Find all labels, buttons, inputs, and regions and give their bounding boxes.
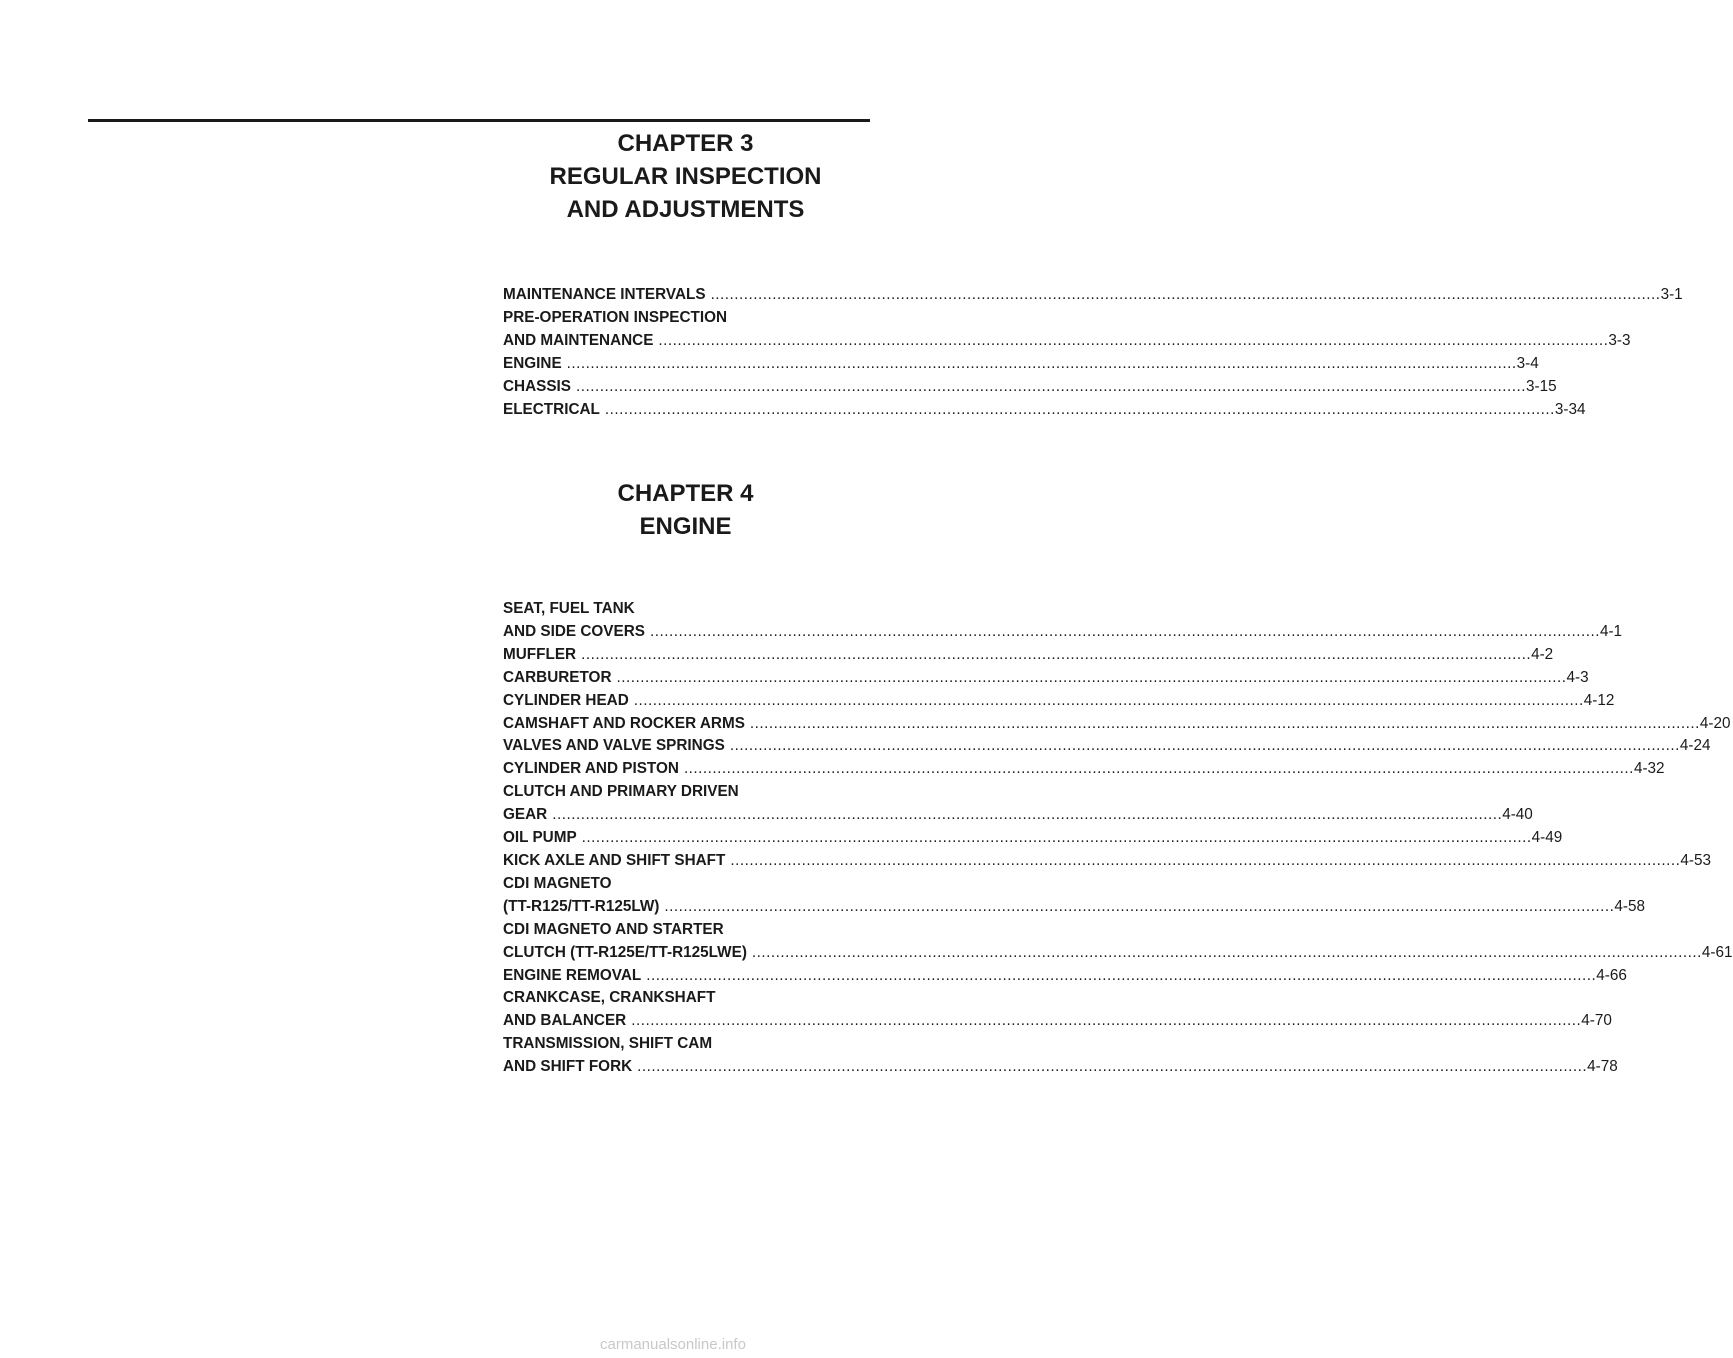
toc-page-number: 3-4 (1516, 354, 1539, 372)
toc-entry-title: OIL PUMP (503, 829, 577, 847)
toc-leader-dots: ........................................................................................................................................................................................................ (604, 400, 1555, 418)
toc-page-number: 4-20 (1699, 714, 1731, 732)
toc-page-number: 4-3 (1566, 668, 1589, 686)
toc-page-number: 4-1 (1599, 622, 1623, 640)
toc-entry[interactable] (503, 690, 1615, 713)
toc-entry[interactable] (503, 399, 1586, 422)
toc-leader-dots: ........................................................................................................................................................................................................ (710, 286, 1661, 303)
toc-entry[interactable] (503, 942, 1733, 965)
toc-entry[interactable] (503, 850, 1711, 873)
toc-entry[interactable] (503, 758, 1665, 781)
toc-page-number: 4-2 (1531, 645, 1554, 663)
chapter3-toc (503, 284, 1683, 421)
toc-page-number: 3-15 (1526, 377, 1557, 395)
top-rule (88, 119, 870, 122)
toc-page-number: 4-53 (1680, 851, 1711, 869)
toc-entry[interactable] (503, 1056, 1618, 1079)
toc-page-number: 4-32 (1633, 760, 1665, 778)
toc-entry[interactable] (503, 735, 1711, 758)
toc-entry-line[interactable]: TRANSMISSION, SHIFT CAM (503, 1035, 713, 1053)
toc-entry-title: MUFFLER (503, 645, 577, 663)
toc-page-number: 4-49 (1531, 829, 1563, 847)
toc-entry-line[interactable]: PRE-OPERATION INSPECTION (503, 308, 728, 326)
toc-entry-title: KICK AXLE AND SHIFT SHAFT (503, 851, 726, 869)
toc-page-number: 4-70 (1581, 1012, 1612, 1030)
toc-page-number: 4-61 (1701, 943, 1733, 961)
toc-leader-dots: ........................................................................................................................................................................................................ (729, 737, 1680, 755)
toc-entry-title: AND SIDE COVERS (503, 622, 645, 640)
toc-entry-title: ELECTRICAL (503, 400, 600, 418)
toc-entry[interactable] (503, 667, 1589, 690)
toc-leader-dots: ........................................................................................................................................................................................................ (581, 645, 1532, 663)
toc-leader-dots: ........................................................................................................................................................................................................ (730, 851, 1681, 869)
toc-entry[interactable] (503, 621, 1623, 644)
toc-page-number: 3-1 (1660, 286, 1683, 303)
toc-page-number: 3-34 (1554, 400, 1586, 418)
chapter3-title-block (503, 127, 868, 226)
toc-entry-title: CLUTCH (TT-R125E/TT-R125LWE) (503, 943, 747, 961)
toc-leader-dots: ........................................................................................................................................................................................................ (658, 331, 1609, 349)
toc-entry[interactable] (503, 376, 1557, 399)
toc-entry[interactable] (503, 284, 1683, 307)
toc-leader-dots: ........................................................................................................................................................................................................ (751, 943, 1702, 961)
chapter4-title-block (503, 477, 868, 543)
toc-page-number: 4-24 (1679, 737, 1711, 755)
toc-entry-line[interactable]: CDI MAGNETO AND STARTER (503, 920, 724, 938)
toc-entry-title: VALVES AND VALVE SPRINGS (503, 737, 725, 755)
toc-entry-title: ENGINE REMOVAL (503, 966, 642, 984)
toc-leader-dots: ........................................................................................................................................................................................................ (649, 622, 1600, 640)
toc-entry[interactable] (503, 330, 1631, 353)
toc-entry[interactable] (503, 644, 1554, 667)
toc-entry-title: AND SHIFT FORK (503, 1058, 633, 1076)
toc-entry-title: ENGINE (503, 354, 562, 372)
toc-entry[interactable] (503, 353, 1539, 376)
toc-leader-dots: ........................................................................................................................................................................................................ (581, 829, 1532, 847)
toc-leader-dots: ........................................................................................................................................................................................................ (646, 966, 1597, 984)
toc-page-number: 4-12 (1583, 691, 1615, 709)
toc-entry-title: CAMSHAFT AND ROCKER ARMS (503, 714, 745, 732)
toc-page-number: 4-78 (1587, 1058, 1618, 1076)
toc-leader-dots: ........................................................................................................................................................................................................ (637, 1058, 1588, 1076)
toc-leader-dots: ........................................................................................................................................................................................................ (664, 897, 1615, 915)
toc-entry[interactable] (503, 827, 1563, 850)
toc-page-number: 3-3 (1608, 331, 1631, 349)
toc-entry-line[interactable]: CDI MAGNETO (503, 874, 612, 892)
chapter4-title: CHAPTER 4 ENGINE (617, 480, 754, 540)
toc-leader-dots: ........................................................................................................................................................................................................ (616, 668, 1567, 686)
toc-entry[interactable] (503, 804, 1533, 827)
toc-entry-title: AND BALANCER (503, 1012, 627, 1030)
toc-entry-title: AND MAINTENANCE (503, 331, 654, 349)
toc-leader-dots: ........................................................................................................................................................................................................ (631, 1012, 1582, 1030)
toc-leader-dots: ........................................................................................................................................................................................................ (749, 714, 1700, 732)
chapter4-toc (503, 598, 1733, 1079)
toc-page-number: 4-58 (1614, 897, 1646, 915)
toc-entry-title: (TT-R125/TT-R125LW) (503, 897, 660, 915)
toc-entry-title: CHASSIS (503, 377, 571, 395)
toc-entry-title: CYLINDER HEAD (503, 691, 629, 709)
toc-leader-dots: ........................................................................................................................................................................................................ (552, 806, 1503, 824)
toc-entry-line[interactable]: SEAT, FUEL TANK (503, 600, 635, 617)
toc-leader-dots: ........................................................................................................................................................................................................ (576, 377, 1526, 395)
toc-leader-dots: ........................................................................................................................................................................................................ (683, 760, 1634, 778)
toc-page-number: 4-66 (1596, 966, 1627, 984)
toc-entry[interactable] (503, 896, 1646, 919)
toc-entry-title: MAINTENANCE INTERVALS (503, 286, 706, 303)
toc-entry-title: GEAR (503, 806, 548, 824)
toc-leader-dots: ........................................................................................................................................................................................................ (566, 354, 1517, 372)
toc-entry[interactable] (503, 713, 1731, 736)
toc-entry-title: CYLINDER AND PISTON (503, 760, 679, 778)
footer-watermark: carmanualsonline.info (600, 1336, 746, 1353)
toc-page-number: 4-40 (1502, 806, 1533, 824)
toc-entry-title: CARBURETOR (503, 668, 612, 686)
toc-leader-dots: ........................................................................................................................................................................................................ (633, 691, 1584, 709)
toc-entry-line[interactable]: CRANKCASE, CRANKSHAFT (503, 989, 716, 1007)
toc-entry[interactable] (503, 965, 1627, 988)
toc-entry-line[interactable]: CLUTCH AND PRIMARY DRIVEN (503, 783, 739, 801)
chapter3-title: CHAPTER 3 REGULAR INSPECTION AND ADJUSTMENTS (549, 130, 822, 223)
toc-entry[interactable] (503, 1010, 1612, 1033)
